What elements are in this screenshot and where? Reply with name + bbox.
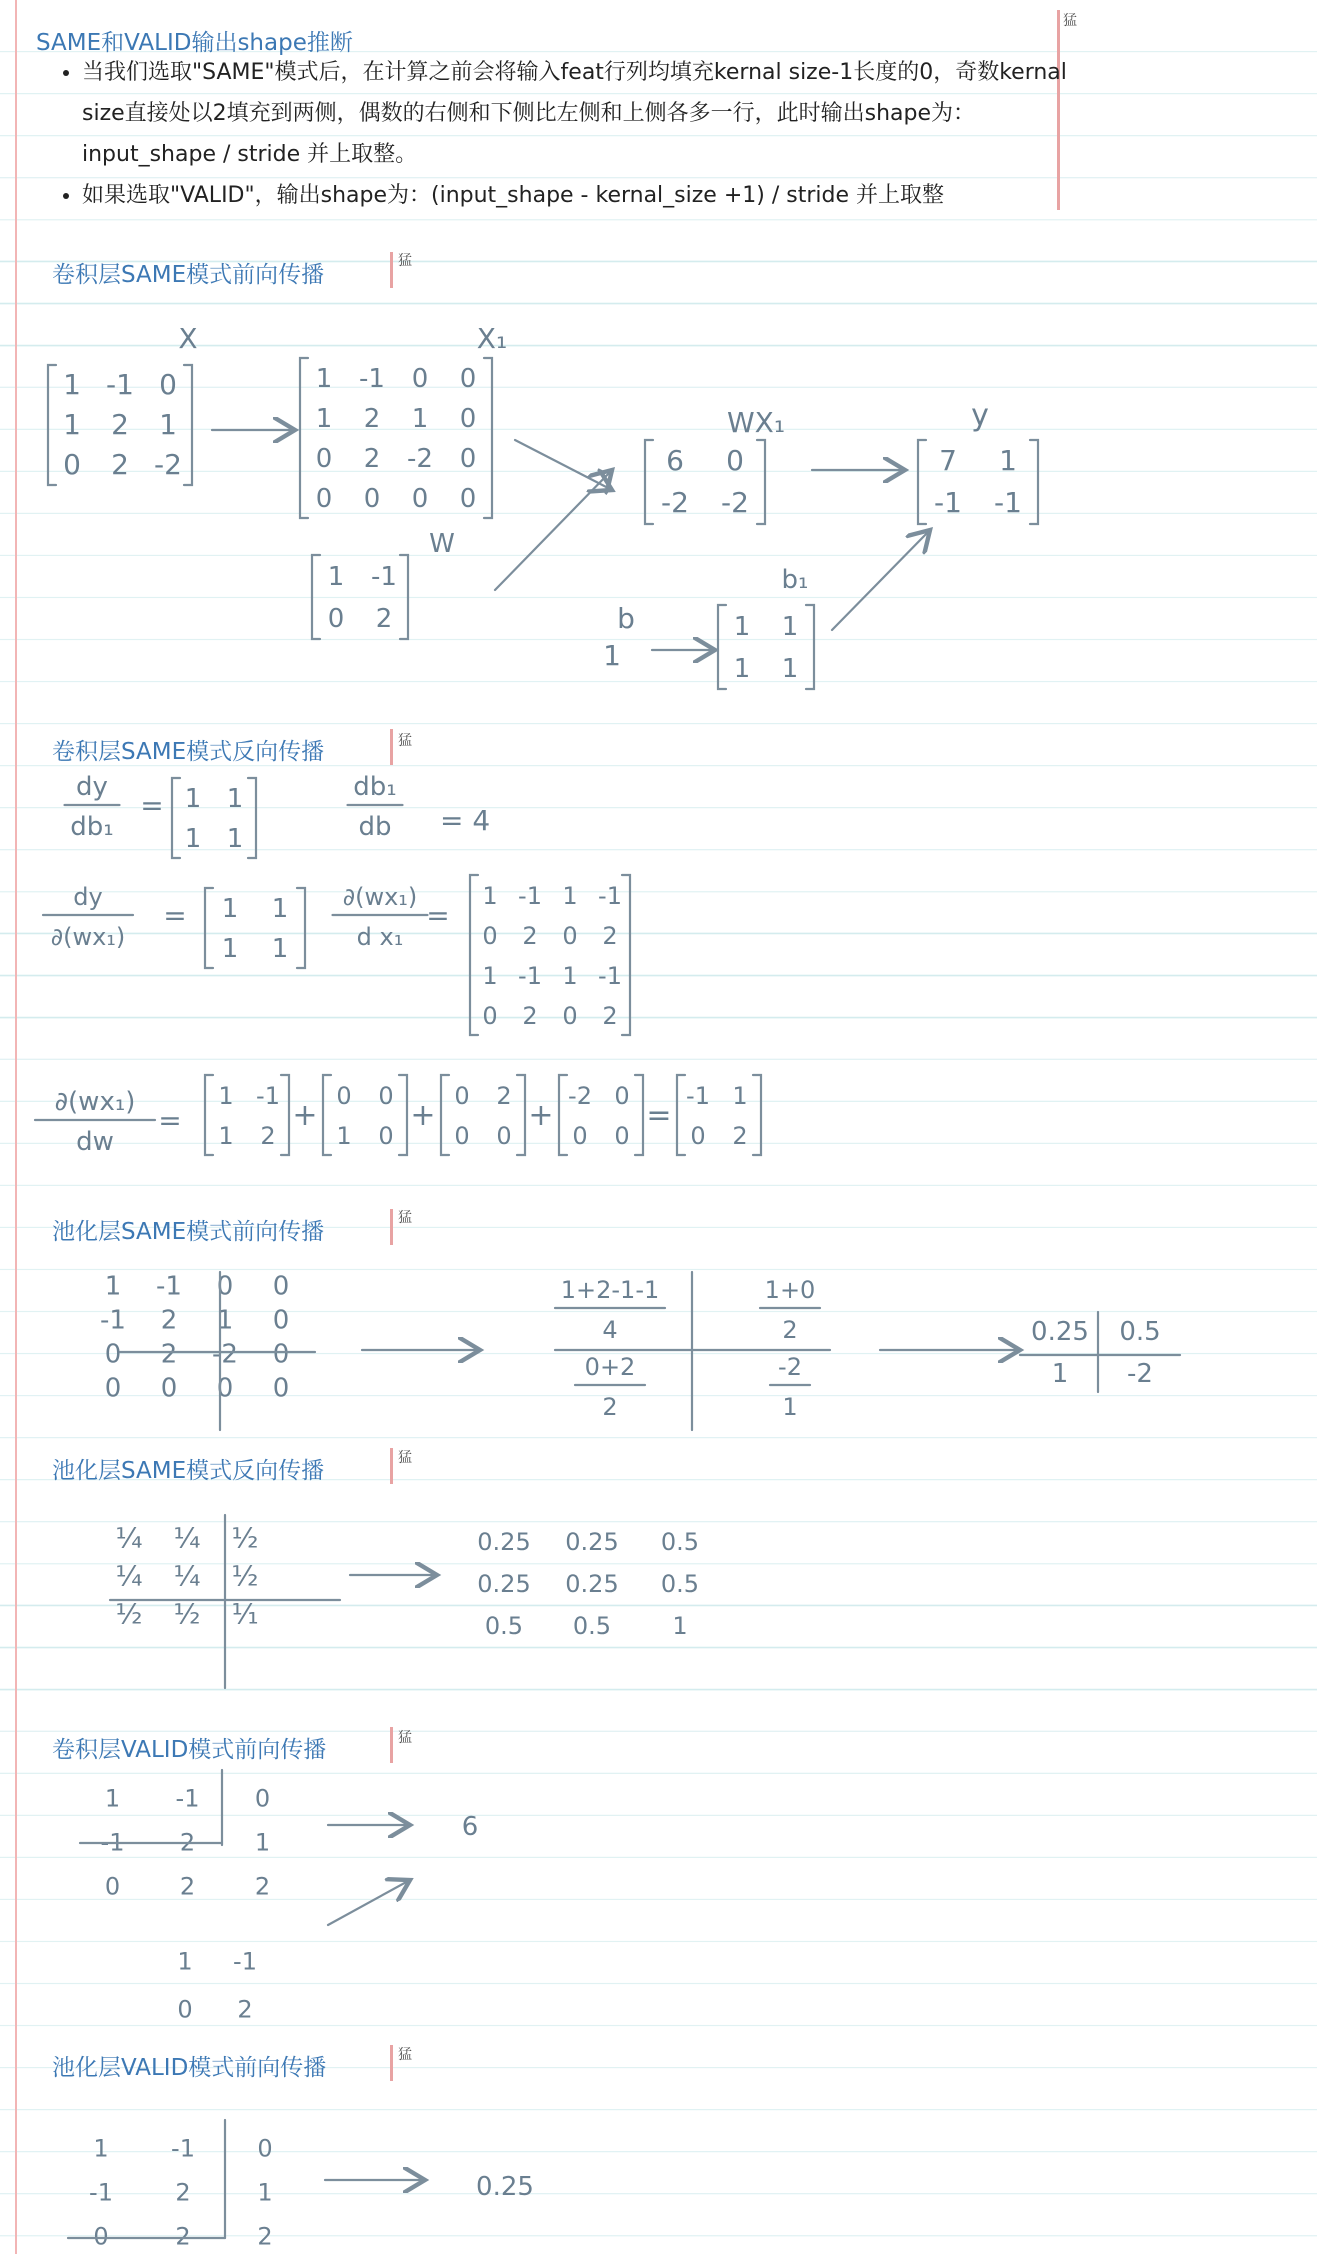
dwx1-dw-term-cell: -1 [256, 1081, 280, 1110]
pool-same-input-cell: 0 [272, 1373, 290, 1404]
bracket-left [441, 1075, 449, 1155]
dwx1-dw-term-cell: 2 [260, 1121, 276, 1150]
x-matrix-cell: 1 [63, 367, 81, 401]
pool-backward-grad-cell: ¼ [115, 1559, 143, 1593]
x-matrix-cell: 1 [63, 407, 81, 441]
pool-same-input-cell: 0 [272, 1339, 290, 1370]
intro-bullet-2: • 如果选取"VALID"，输出shape为：(input_shape - kernal_size +1) / stride 并上取整 [82, 175, 1067, 216]
pool-same-result-cell: 0.5 [1119, 1317, 1161, 1348]
dwx1-dw-denominator: dw [76, 1127, 114, 1157]
section-title-conv-same-forward: 卷积层SAME模式前向传播 [52, 262, 325, 288]
dwx1-dx1-matrix-cell: -1 [598, 881, 622, 910]
dy-db1-denominator: db₁ [70, 812, 114, 842]
arrow [495, 470, 612, 590]
dwx1-dw-term-cell: 2 [496, 1081, 512, 1110]
bracket-right [622, 875, 630, 1035]
pool-frac-tl-denominator: 4 [602, 1316, 618, 1344]
pool-same-input-cell: -1 [156, 1271, 182, 1302]
db1-db-denominator: db [358, 812, 392, 842]
pool-backward-grad-cell: ¼ [173, 1559, 201, 1593]
pool-frac-bl-denominator: 2 [602, 1393, 618, 1421]
dwx1-dx1-matrix-cell: 2 [522, 1001, 538, 1030]
conv-valid-input-cell: 0 [254, 1784, 271, 1813]
x-matrix-cell: -2 [154, 447, 182, 481]
pool-frac-bl-numerator: 0+2 [584, 1353, 636, 1381]
dwx1-dx1-matrix-cell: 1 [562, 881, 578, 910]
pool-backward-result-cell: 0.5 [660, 1570, 700, 1599]
bracket-left [48, 365, 56, 485]
bracket-right [753, 1075, 761, 1155]
equals-sign: = [158, 1104, 182, 1137]
pool-same-input-cell: 0 [104, 1339, 122, 1370]
arrow [832, 530, 930, 630]
dwx1-dw-term-cell: 0 [454, 1081, 470, 1110]
x1-matrix-cell: 0 [411, 483, 429, 514]
pool-valid-input-cell: 2 [257, 2222, 273, 2251]
pool-same-input-cell: 2 [160, 1339, 178, 1370]
pool-valid-input-cell: 0 [257, 2134, 273, 2163]
w-matrix-cell: 2 [375, 604, 393, 635]
w-matrix-cell: 0 [327, 604, 345, 635]
dwx1-dw-term-cell: 0 [378, 1081, 394, 1110]
b1-matrix-cell: 1 [781, 612, 799, 643]
pool-backward-grad-cell: ¼ [115, 1521, 143, 1555]
x-matrix-cell: 1 [159, 407, 177, 441]
pool-backward-grad-cell: ¼ [173, 1521, 201, 1555]
pool-same-input-cell: 0 [160, 1373, 178, 1404]
dwx1-dw-term-cell: -2 [568, 1081, 592, 1110]
y-matrix-cell: -1 [994, 486, 1022, 520]
bracket-right [1030, 440, 1038, 524]
pool-same-input-cell: 0 [216, 1373, 234, 1404]
x-matrix-cell: 2 [111, 407, 129, 441]
pool-same-input-cell: 1 [216, 1305, 234, 1336]
dwx1-dw-result-cell: -1 [686, 1081, 710, 1110]
conv-valid-input-cell: 1 [254, 1828, 271, 1857]
section-title-conv-valid-forward: 卷积层VALID模式前向传播 [52, 1737, 327, 1763]
dy-db1-numerator: dy [76, 772, 108, 802]
pool-backward-grad-cell: ¹⁄₁ [231, 1597, 259, 1631]
equals-sign: = [646, 1098, 672, 1133]
w-matrix-cell: -1 [371, 562, 397, 593]
dy-dwx1-numerator: dy [73, 883, 103, 911]
dwx1-dx1-matrix-cell: -1 [518, 881, 542, 910]
dwx1-dw-term-cell: 0 [496, 1121, 512, 1150]
b-value: 1 [603, 639, 621, 672]
conv-valid-input-cell: -1 [175, 1784, 200, 1813]
plus-sign: + [292, 1098, 318, 1133]
pool-frac-tl-numerator: 1+2-1-1 [560, 1276, 660, 1304]
pool-same-input-cell: 1 [104, 1271, 122, 1302]
bracket-left [718, 605, 726, 689]
dwx1-dw-term-cell: 0 [378, 1121, 394, 1150]
section-title-pool-same-forward: 池化层SAME模式前向传播 [52, 1219, 325, 1245]
pool-backward-result-cell: 0.5 [660, 1528, 700, 1557]
b1-matrix-cell: 1 [733, 654, 751, 685]
dwx1-dx1-numerator: ∂(wx₁) [342, 883, 418, 911]
conv-valid-kernel-cell: -1 [233, 1947, 257, 1976]
equals-sign: = [163, 899, 187, 932]
bracket-left [172, 778, 180, 858]
bracket-right [484, 358, 492, 518]
dwx1-dw-result-cell: 1 [732, 1081, 748, 1110]
pool-valid-input-cell: 0 [93, 2222, 109, 2251]
bracket-left [918, 440, 926, 524]
dwx1-dw-numerator: ∂(wx₁) [54, 1087, 136, 1117]
bracket-right [806, 605, 814, 689]
y-matrix-cell: -1 [934, 486, 962, 520]
dwx1-dw-term-cell: 0 [572, 1121, 588, 1150]
dy-dwx1-matrix-cell: 1 [271, 933, 289, 964]
dwx1-dx1-matrix-cell: 0 [562, 921, 578, 950]
section-title-pool-valid-forward: 池化层VALID模式前向传播 [52, 2055, 327, 2081]
conv-valid-input-cell: -1 [100, 1828, 125, 1857]
section-title-conv-same-backward: 卷积层SAME模式反向传播 [52, 739, 325, 765]
pool-valid-input-cell: 1 [257, 2178, 273, 2207]
pool-same-input-cell: 0 [104, 1373, 122, 1404]
x1-matrix-cell: 0 [459, 363, 477, 394]
pool-valid-result: 0.25 [476, 2172, 534, 2202]
y-label: y [971, 398, 989, 433]
x1-matrix-cell: 2 [363, 403, 381, 434]
x-matrix-cell: 0 [159, 367, 177, 401]
wx1-matrix-cell: -2 [661, 486, 689, 520]
arrow [515, 440, 612, 490]
conv-valid-input-cell: 2 [179, 1828, 196, 1857]
author-mark: 猛 [398, 1450, 412, 1466]
bracket-right [757, 440, 765, 524]
bracket-left [205, 1075, 213, 1155]
bracket-left [323, 1075, 331, 1155]
w-label: W [429, 529, 455, 559]
pool-same-input-cell: 0 [272, 1271, 290, 1302]
bracket-right [281, 1075, 289, 1155]
dwx1-dx1-matrix-cell: 2 [602, 921, 618, 950]
wx1-label: WX₁ [726, 406, 786, 439]
bracket-left [205, 888, 213, 968]
x1-matrix-cell: 0 [459, 483, 477, 514]
x1-matrix-cell: 0 [459, 403, 477, 434]
dwx1-dx1-matrix-cell: 0 [482, 921, 498, 950]
equals-sign: = [426, 899, 450, 932]
dy-db1-matrix-cell: 1 [226, 783, 244, 814]
author-mark: 猛 [1063, 13, 1077, 29]
dwx1-dw-result-cell: 2 [732, 1121, 748, 1150]
author-mark: 猛 [398, 1730, 412, 1746]
author-mark: 猛 [398, 733, 412, 749]
arrow [328, 1880, 410, 1925]
dy-dwx1-matrix-cell: 1 [221, 933, 239, 964]
x1-label: X₁ [476, 322, 508, 355]
pool-frac-tr-denominator: 2 [782, 1316, 798, 1344]
intro-bullet-1: • 当我们选取"SAME"模式后，在计算之前会将输入feat行列均填充kernal size-1长度的0，奇数kernal size直接处以2填充到两侧，偶数的右侧和下侧比左侧和上侧各多一行，此时输出shape为：input_shape / stride 并上取整。 [82, 52, 1067, 175]
dwx1-dx1-matrix-cell: -1 [518, 961, 542, 990]
dy-dwx1-matrix-cell: 1 [221, 893, 239, 924]
db1-db-numerator: db₁ [353, 772, 397, 802]
y-matrix-cell: 7 [939, 444, 957, 478]
bracket-left [559, 1075, 567, 1155]
x1-matrix-cell: 2 [363, 443, 381, 474]
pool-valid-input-cell: 2 [175, 2222, 191, 2251]
pool-backward-result-cell: 0.25 [477, 1528, 531, 1557]
x1-matrix-cell: 0 [411, 363, 429, 394]
x-matrix-cell: 2 [111, 447, 129, 481]
dy-db1-matrix-cell: 1 [184, 783, 202, 814]
pool-valid-input-cell: 1 [93, 2134, 109, 2163]
dwx1-dx1-matrix-cell: 0 [482, 1001, 498, 1030]
pool-same-input-cell: -2 [212, 1339, 238, 1370]
dwx1-dw-term-cell: 0 [614, 1121, 630, 1150]
bracket-right [248, 778, 256, 858]
conv-valid-kernel-cell: 1 [177, 1947, 193, 1976]
dy-dwx1-matrix-cell: 1 [271, 893, 289, 924]
dwx1-dx1-matrix-cell: 2 [602, 1001, 618, 1030]
x-matrix-cell: 0 [63, 447, 81, 481]
x1-matrix-cell: 0 [315, 443, 333, 474]
dwx1-dx1-matrix-cell: 2 [522, 921, 538, 950]
bracket-right [400, 555, 408, 639]
dwx1-dw-result-cell: 0 [690, 1121, 706, 1150]
x-matrix-cell: -1 [106, 367, 134, 401]
pool-frac-br-numerator: -2 [778, 1353, 802, 1381]
b-label: b [617, 602, 635, 635]
pool-frac-tr-numerator: 1+0 [764, 1276, 816, 1304]
bracket-right [517, 1075, 525, 1155]
x1-matrix-cell: 1 [315, 403, 333, 434]
conv-valid-input-cell: 1 [104, 1784, 121, 1813]
pool-backward-result-cell: 0.25 [565, 1528, 619, 1557]
bracket-left [470, 875, 478, 1035]
pool-backward-result-cell: 0.25 [477, 1570, 531, 1599]
dwx1-dw-term-cell: 0 [336, 1081, 352, 1110]
dy-db1-matrix-cell: 1 [226, 823, 244, 854]
conv-valid-kernel-cell: 0 [177, 1995, 193, 2024]
dwx1-dx1-matrix-cell: 1 [562, 961, 578, 990]
pool-backward-result-cell: 1 [672, 1612, 688, 1641]
pool-same-result-cell: -2 [1127, 1359, 1153, 1390]
dwx1-dx1-matrix-cell: -1 [598, 961, 622, 990]
x1-matrix-cell: 1 [411, 403, 429, 434]
bracket-right [184, 365, 192, 485]
dy-db1-matrix-cell: 1 [184, 823, 202, 854]
dwx1-dx1-matrix-cell: 1 [482, 881, 498, 910]
pool-frac-br-denominator: 1 [782, 1393, 798, 1421]
x1-matrix-cell: -2 [407, 443, 433, 474]
bracket-left [677, 1075, 685, 1155]
dwx1-dx1-matrix-cell: 0 [562, 1001, 578, 1030]
dwx1-dw-term-cell: 0 [454, 1121, 470, 1150]
pool-same-result-cell: 0.25 [1031, 1317, 1089, 1348]
x1-matrix-cell: 0 [363, 483, 381, 514]
dwx1-dw-term-cell: 0 [614, 1081, 630, 1110]
dwx1-dx1-denominator: d x₁ [356, 923, 404, 951]
pool-same-input-cell: 0 [216, 1271, 234, 1302]
bracket-right [297, 888, 305, 968]
x-label: X [178, 322, 198, 355]
bracket-left [300, 358, 308, 518]
x1-matrix-cell: -1 [359, 363, 385, 394]
equals-sign: = [140, 789, 164, 822]
pool-backward-result-cell: 0.5 [484, 1612, 524, 1641]
conv-valid-kernel-cell: 2 [237, 1995, 253, 2024]
section-title-pool-same-backward: 池化层SAME模式反向传播 [52, 1458, 325, 1484]
author-mark: 猛 [398, 2047, 412, 2063]
pool-same-result-cell: 1 [1051, 1359, 1069, 1390]
pool-same-input-cell: 2 [160, 1305, 178, 1336]
conv-valid-input-cell: 0 [104, 1872, 121, 1901]
pool-backward-grad-cell: ½ [173, 1597, 201, 1631]
y-matrix-cell: 1 [999, 444, 1017, 478]
bracket-right [399, 1075, 407, 1155]
conv-valid-input-cell: 2 [179, 1872, 196, 1901]
b1-label: b₁ [781, 565, 809, 595]
bracket-left [645, 440, 653, 524]
x1-matrix-cell: 0 [459, 443, 477, 474]
dwx1-dx1-matrix-cell: 1 [482, 961, 498, 990]
dwx1-dw-term-cell: 1 [336, 1121, 352, 1150]
dwx1-dw-term-cell: 1 [218, 1121, 234, 1150]
pool-same-input-cell: -1 [100, 1305, 126, 1336]
pool-backward-result-cell: 0.5 [572, 1612, 612, 1641]
bracket-left [312, 555, 320, 639]
pool-backward-grad-cell: ½ [115, 1597, 143, 1631]
dwx1-dw-term-cell: 1 [218, 1081, 234, 1110]
b1-matrix-cell: 1 [781, 654, 799, 685]
b1-matrix-cell: 1 [733, 612, 751, 643]
db1-db-value: = 4 [440, 804, 491, 837]
plus-sign: + [410, 1098, 436, 1133]
w-matrix-cell: 1 [327, 562, 345, 593]
wx1-matrix-cell: -2 [721, 486, 749, 520]
pool-backward-grad-cell: ½ [231, 1521, 259, 1555]
x1-matrix-cell: 1 [315, 363, 333, 394]
pool-backward-grad-cell: ½ [231, 1559, 259, 1593]
intro-title: SAME和VALID输出shape推断 [36, 30, 353, 56]
author-mark: 猛 [398, 1210, 412, 1226]
pool-valid-input-cell: -1 [89, 2178, 113, 2207]
plus-sign: + [528, 1098, 554, 1133]
pool-valid-input-cell: -1 [171, 2134, 195, 2163]
author-mark: 猛 [398, 253, 412, 269]
pool-valid-input-cell: 2 [175, 2178, 191, 2207]
wx1-matrix-cell: 0 [726, 444, 744, 478]
wx1-matrix-cell: 6 [666, 444, 684, 478]
pool-backward-result-cell: 0.25 [565, 1570, 619, 1599]
pool-same-input-cell: 0 [272, 1305, 290, 1336]
conv-valid-input-cell: 2 [254, 1872, 271, 1901]
bracket-right [635, 1075, 643, 1155]
x1-matrix-cell: 0 [315, 483, 333, 514]
conv-valid-result: 6 [461, 1812, 479, 1842]
dy-dwx1-denominator: ∂(wx₁) [50, 923, 126, 951]
